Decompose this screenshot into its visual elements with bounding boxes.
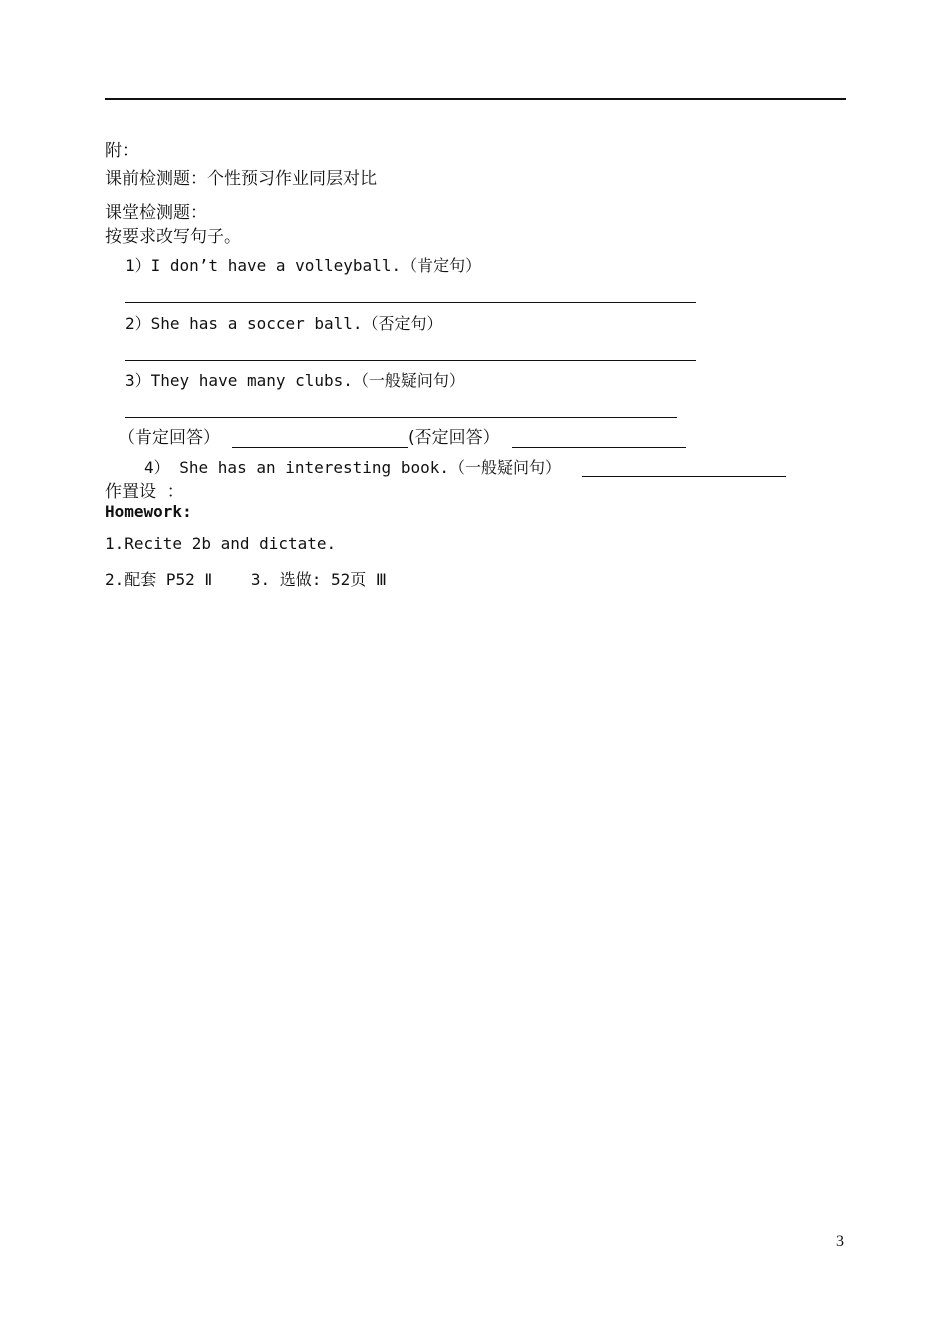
- negative-answer-label: (否定回答）: [408, 428, 500, 448]
- inclass-label: 课堂检测题：: [105, 203, 207, 223]
- instruction: 按要求改写句子。: [105, 227, 241, 247]
- homework-en-label: Homework:: [105, 502, 192, 521]
- question-2: 2）She has a soccer ball.（否定句）: [125, 314, 443, 333]
- homework-item-2: 2.配套 P52 Ⅱ 3. 选做: 52页 Ⅲ: [105, 570, 387, 589]
- negative-answer-line[interactable]: [512, 447, 686, 448]
- homework-item-1: 1.Recite 2b and dictate.: [105, 534, 337, 553]
- header-rule: [105, 98, 846, 100]
- question-4: 4） She has an interesting book.（一般疑问句）: [144, 458, 561, 477]
- answer-line-1[interactable]: [125, 302, 696, 303]
- page-number: 3: [836, 1233, 844, 1250]
- positive-answer-label: （肯定回答）: [118, 428, 220, 448]
- question-1: 1）I don’t have a volleyball.（肯定句）: [125, 256, 482, 275]
- appendix-label: 附：: [105, 141, 139, 161]
- positive-answer-line[interactable]: [232, 447, 408, 448]
- preclass-label: 课前检测题：个性预习作业同层对比: [105, 169, 377, 189]
- answer-line-2[interactable]: [125, 360, 696, 361]
- answer-line-3[interactable]: [125, 417, 677, 418]
- question-3: 3）They have many clubs.（一般疑问句）: [125, 371, 465, 390]
- answer-line-4[interactable]: [582, 476, 786, 477]
- homework-cn-label: 作置设 ：: [105, 482, 184, 502]
